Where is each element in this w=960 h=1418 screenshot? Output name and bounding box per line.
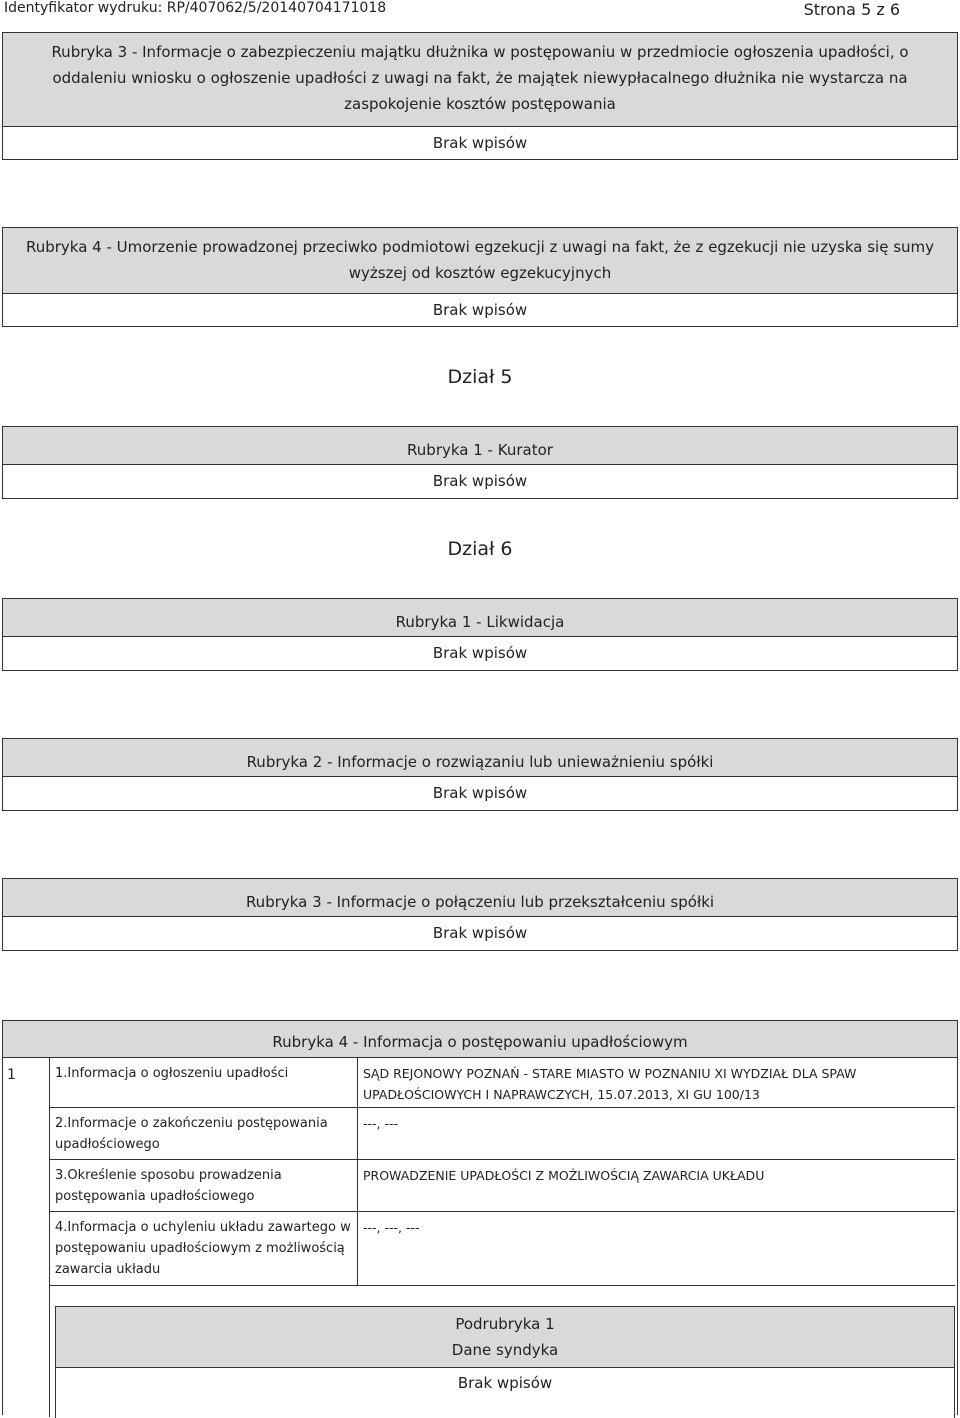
- subsection-title: [56, 1307, 954, 1368]
- row-label: 2.Informacje o zakończeniu postępowania upadłościowego: [50, 1107, 358, 1159]
- empty-entries: Brak wpisów: [432, 472, 528, 490]
- dzial-5-heading: Dział 5: [447, 366, 513, 388]
- table-row: [50, 1159, 955, 1212]
- empty-entries: Brak wpisów: [432, 134, 528, 152]
- section-kurator: [2, 426, 958, 499]
- section-title: Rubryka 2 - Informacje o rozwiązaniu lub unieważnieniu spółki: [3, 739, 957, 777]
- row-value: PROWADZENIE UPADŁOŚCI Z MOŻLIWOŚCIĄ ZAWARCIA UKŁADU: [363, 1168, 765, 1183]
- empty-entries: Brak wpisów: [432, 924, 528, 942]
- table-row: [50, 1211, 955, 1286]
- row-label: 3.Określenie sposobu prowadzenia postępowania upadłościowego: [50, 1159, 358, 1211]
- print-header: [0, 0, 960, 18]
- row-value: ---, ---, ---: [363, 1220, 420, 1235]
- section-title: Rubryka 1 - Kurator: [3, 427, 957, 465]
- empty-entries: Brak wpisów: [457, 1374, 553, 1392]
- subsection-title-line2: Dane syndyka: [451, 1341, 559, 1359]
- section-likwidacja: [2, 598, 958, 671]
- dzial-6-heading: Dział 6: [447, 538, 513, 560]
- empty-entries: Brak wpisów: [432, 301, 528, 319]
- section-rozwiazanie: [2, 738, 958, 811]
- empty-entries: Brak wpisów: [432, 784, 528, 802]
- section-rubryka-3: [2, 32, 958, 160]
- section-title: Rubryka 4 - Informacja o postępowaniu upadłościowym: [3, 1021, 957, 1058]
- section-polaczenie: [2, 878, 958, 951]
- section-rubryka-4: [2, 227, 958, 327]
- subsection-title-line1: Podrubryka 1: [455, 1315, 555, 1333]
- page-number: Strona 5 z 6: [803, 0, 900, 19]
- section-title: Rubryka 3 - Informacje o połączeniu lub przekształceniu spółki: [3, 879, 957, 917]
- empty-entries: Brak wpisów: [432, 644, 528, 662]
- table-row: [50, 1057, 955, 1108]
- section-title: Rubryka 1 - Likwidacja: [3, 599, 957, 637]
- table-row: [50, 1107, 955, 1160]
- section-postepowanie-upadlosciowe: [2, 1020, 958, 1415]
- subsection-syndyk: [55, 1306, 955, 1418]
- row-label: 4.Informacja o uchyleniu układu zawartego w postępowaniu upadłościowym z możliwością zawarcia układu: [50, 1211, 358, 1285]
- print-identifier: Identyfikator wydruku: RP/407062/5/20140704171018: [4, 0, 387, 16]
- row-value: ---, ---: [363, 1116, 399, 1131]
- row-label: 1.Informacja o ogłoszeniu upadłości: [50, 1057, 358, 1107]
- section-title: Rubryka 3 - Informacje o zabezpieczeniu majątku dłużnika w postępowaniu w przedmiocie ogłoszenia upadłości, o oddaleniu wniosku o ogłoszenie upadłości z uwagi na fakt, że majątek niewypłacalnego dłużnika nie wystarcza na zaspokojenie kosztów postępowania: [3, 33, 957, 127]
- row-value: SĄD REJONOWY POZNAŃ - STARE MIASTO W POZNANIU XI WYDZIAŁ DLA SPAW UPADŁOŚCIOWYCH I NAPRAWCZYCH, 15.07.2013, XI GU 100/13: [363, 1066, 857, 1102]
- section-title: Rubryka 4 - Umorzenie prowadzonej przeciwko podmiotowi egzekucji z uwagi na fakt, że z egzekucji nie uzyska się sumy wyższej od kosztów egzekucyjnych: [3, 228, 957, 294]
- entry-number: 1: [3, 1057, 50, 1417]
